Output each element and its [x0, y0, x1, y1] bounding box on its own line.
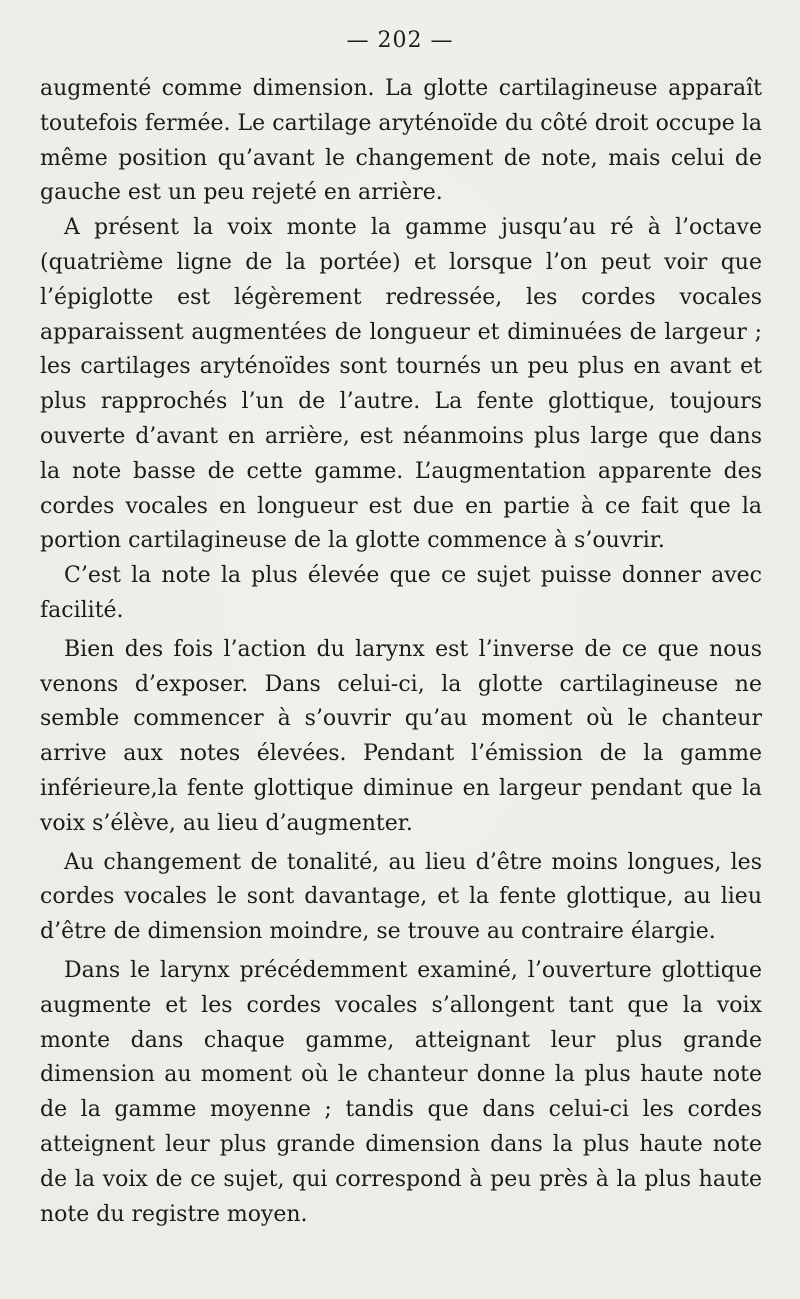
paragraph: C’est la note la plus élevée que ce sujet puisse donner avec facilité.: [40, 563, 762, 623]
page-body: [40, 72, 762, 1232]
paragraph-continued: augmenté comme dimension. La glotte cartilagineuse apparaît toutefois fermée. Le cartilage aryténoïde du côté droit occupe la même position qu’avant le changement de note, mais celui de gauche est un peu rejeté en arrière.: [40, 76, 762, 206]
paragraph: Dans le larynx précédemment examiné, l’ouverture glottique augmente et les cordes vocales s’allongent tant que la voix monte dans chaque gamme, atteignant leur plus grande dimension au moment où le chanteur donne la plus haute note de la gamme moyenne ; tandis que dans celui-ci les cordes atteignent leur plus grande dimension dans la plus haute note de la voix de ce sujet, qui correspond à peu près à la plus haute note du registre moyen.: [40, 957, 762, 1227]
paragraph: A présent la voix monte la gamme jusqu’au ré à l’octave (quatrième ligne de la portée) et lorsque l’on peut voir que l’épiglotte est légèrement redressée, les cordes vocales apparaissent augmentées de longueur et diminuées de largeur ; les cartilages aryténoïdes sont tournés un peu plus en avant et plus rapprochés l’un de l’autre. La fente glottique, toujours ouverte d’avant en arrière, est néanmoins plus large que dans la note basse de cette gamme. L’augmentation apparente des cordes vocales en longueur est due en partie à ce fait que la portion cartilagineuse de la glotte commence à s’ouvrir.: [40, 215, 762, 554]
paragraph: Au changement de tonalité, au lieu d’être moins longues, les cordes vocales le sont davantage, et la fente glottique, au lieu d’être de dimension moindre, se trouve au contraire élargie.: [40, 849, 762, 945]
page-number: — 202 —: [346, 28, 454, 53]
paragraph: Bien des fois l’action du larynx est l’inverse de ce que nous venons d’exposer. Dans celui-ci, la glotte cartilagineuse ne semble commencer à s’ouvrir qu’au moment où le chanteur arrive aux notes élevées. Pendant l’émission de la gamme inférieure,la fente glottique diminue en largeur pendant que la voix s’élève, au lieu d’augmenter.: [40, 636, 762, 836]
